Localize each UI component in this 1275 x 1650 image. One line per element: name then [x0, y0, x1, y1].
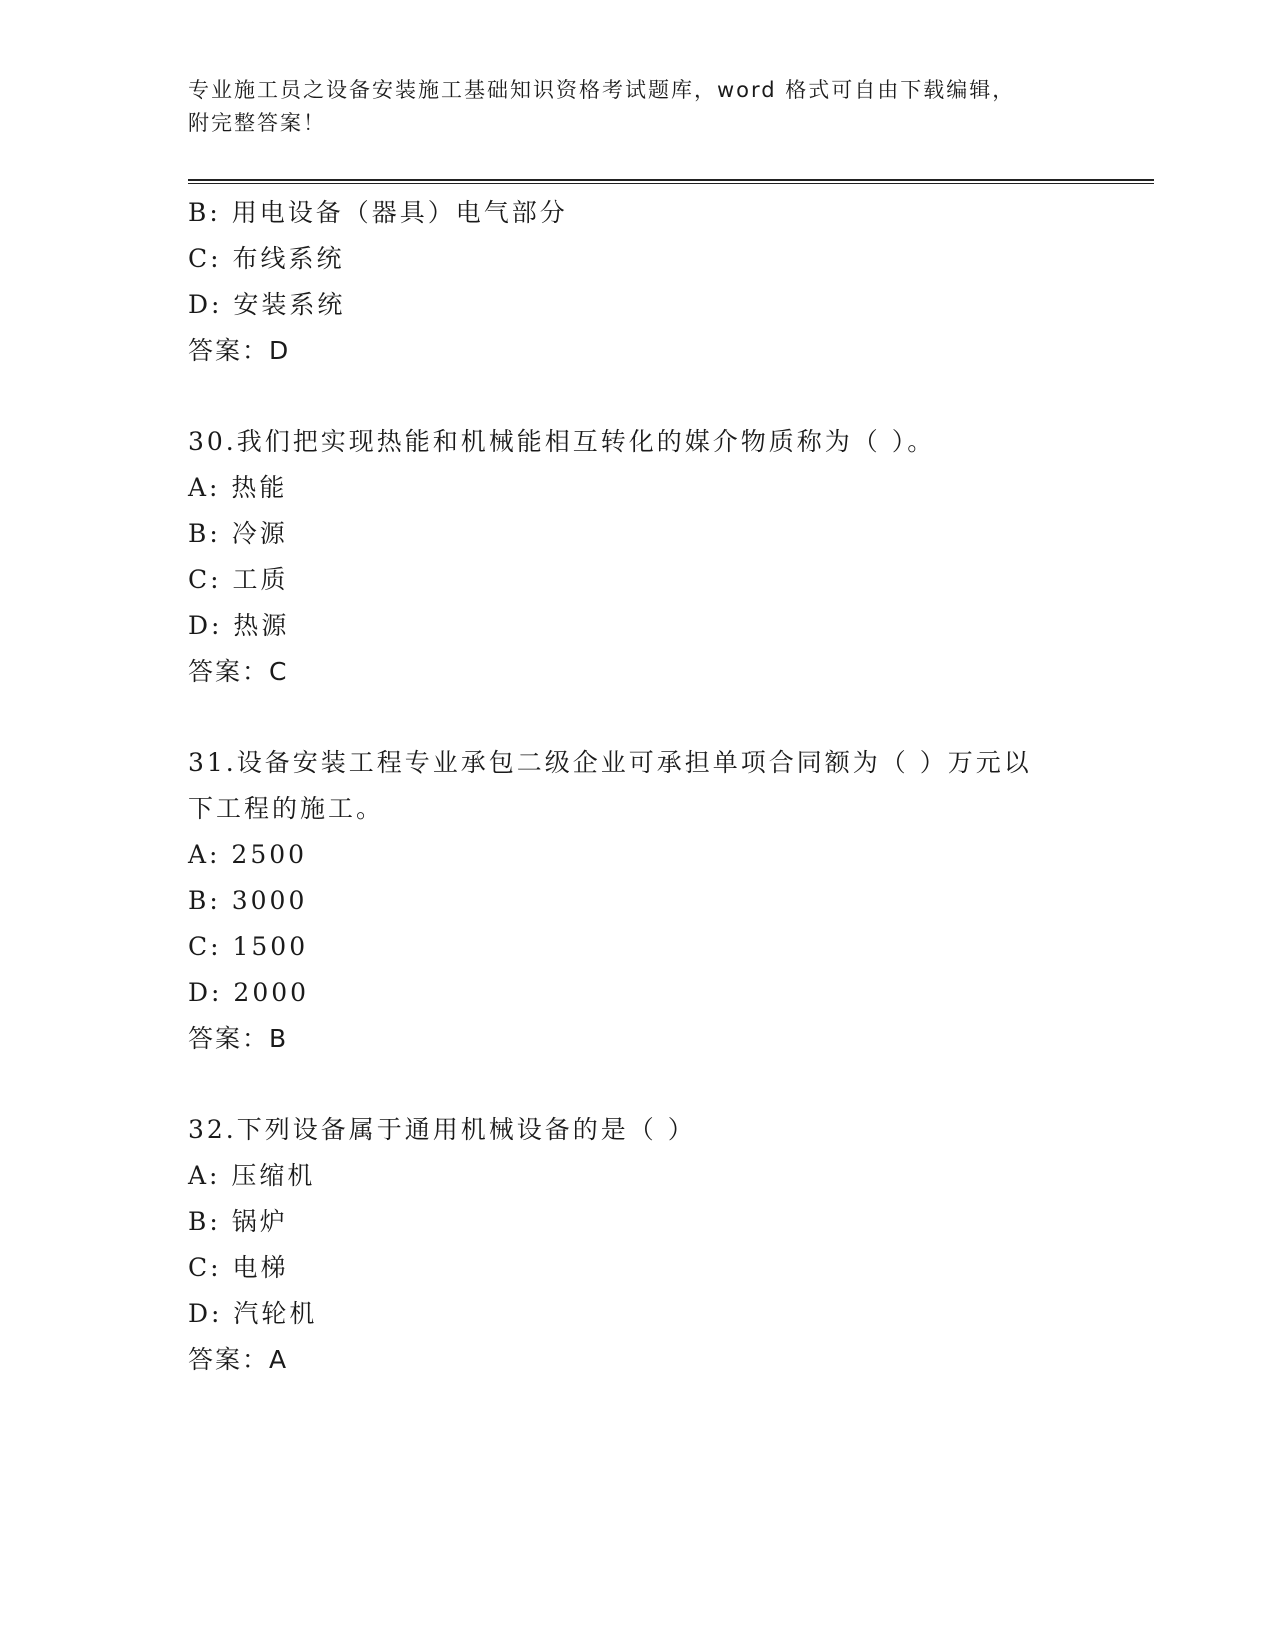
option-a: A: 2500: [188, 840, 308, 869]
option-b: B: 冷源: [188, 519, 288, 548]
option-a: A: 热能: [188, 473, 288, 502]
question-29-continuation: [188, 190, 1088, 374]
option-c: C: 工质: [188, 565, 289, 594]
answer: 答案：C: [188, 657, 289, 686]
question-stem-line-1: 31.设备安装工程专业承包二级企业可承担单项合同额为（ ）万元以: [188, 748, 1032, 777]
option-b: B: 3000: [188, 886, 308, 915]
option-d: D: 热源: [188, 611, 290, 640]
header-line-2: 附完整答案！: [188, 111, 326, 135]
option-d: D: 汽轮机: [188, 1299, 318, 1328]
option-c: C: 1500: [188, 932, 309, 961]
document-header: [188, 74, 1068, 140]
option-a: A: 压缩机: [188, 1161, 316, 1190]
question-stem-line-2: 下工程的施工。: [188, 794, 385, 823]
question-31: [188, 740, 1088, 1062]
question-stem: 32.下列设备属于通用机械设备的是（ ）: [188, 1115, 696, 1144]
header-line-1: 专业施工员之设备安装施工基础知识资格考试题库，word 格式可自由下载编辑，: [188, 78, 1016, 102]
question-list: [188, 190, 1088, 1383]
header-divider: [188, 179, 1154, 184]
option-c: C: 电梯: [188, 1253, 289, 1282]
question-stem: 30.我们把实现热能和机械能相互转化的媒介物质称为（ ）。: [188, 427, 936, 456]
option-c: C: 布线系统: [188, 244, 345, 273]
option-d: D: 安装系统: [188, 290, 346, 319]
answer: 答案：A: [188, 1345, 289, 1374]
option-b: B: 锅炉: [188, 1207, 288, 1236]
option-d: D: 2000: [188, 978, 310, 1007]
answer: 答案：B: [188, 1024, 289, 1053]
question-32: [188, 1107, 1088, 1383]
question-30: [188, 419, 1088, 695]
option-b: B: 用电设备（器具）电气部分: [188, 198, 568, 227]
answer: 答案：D: [188, 336, 291, 365]
